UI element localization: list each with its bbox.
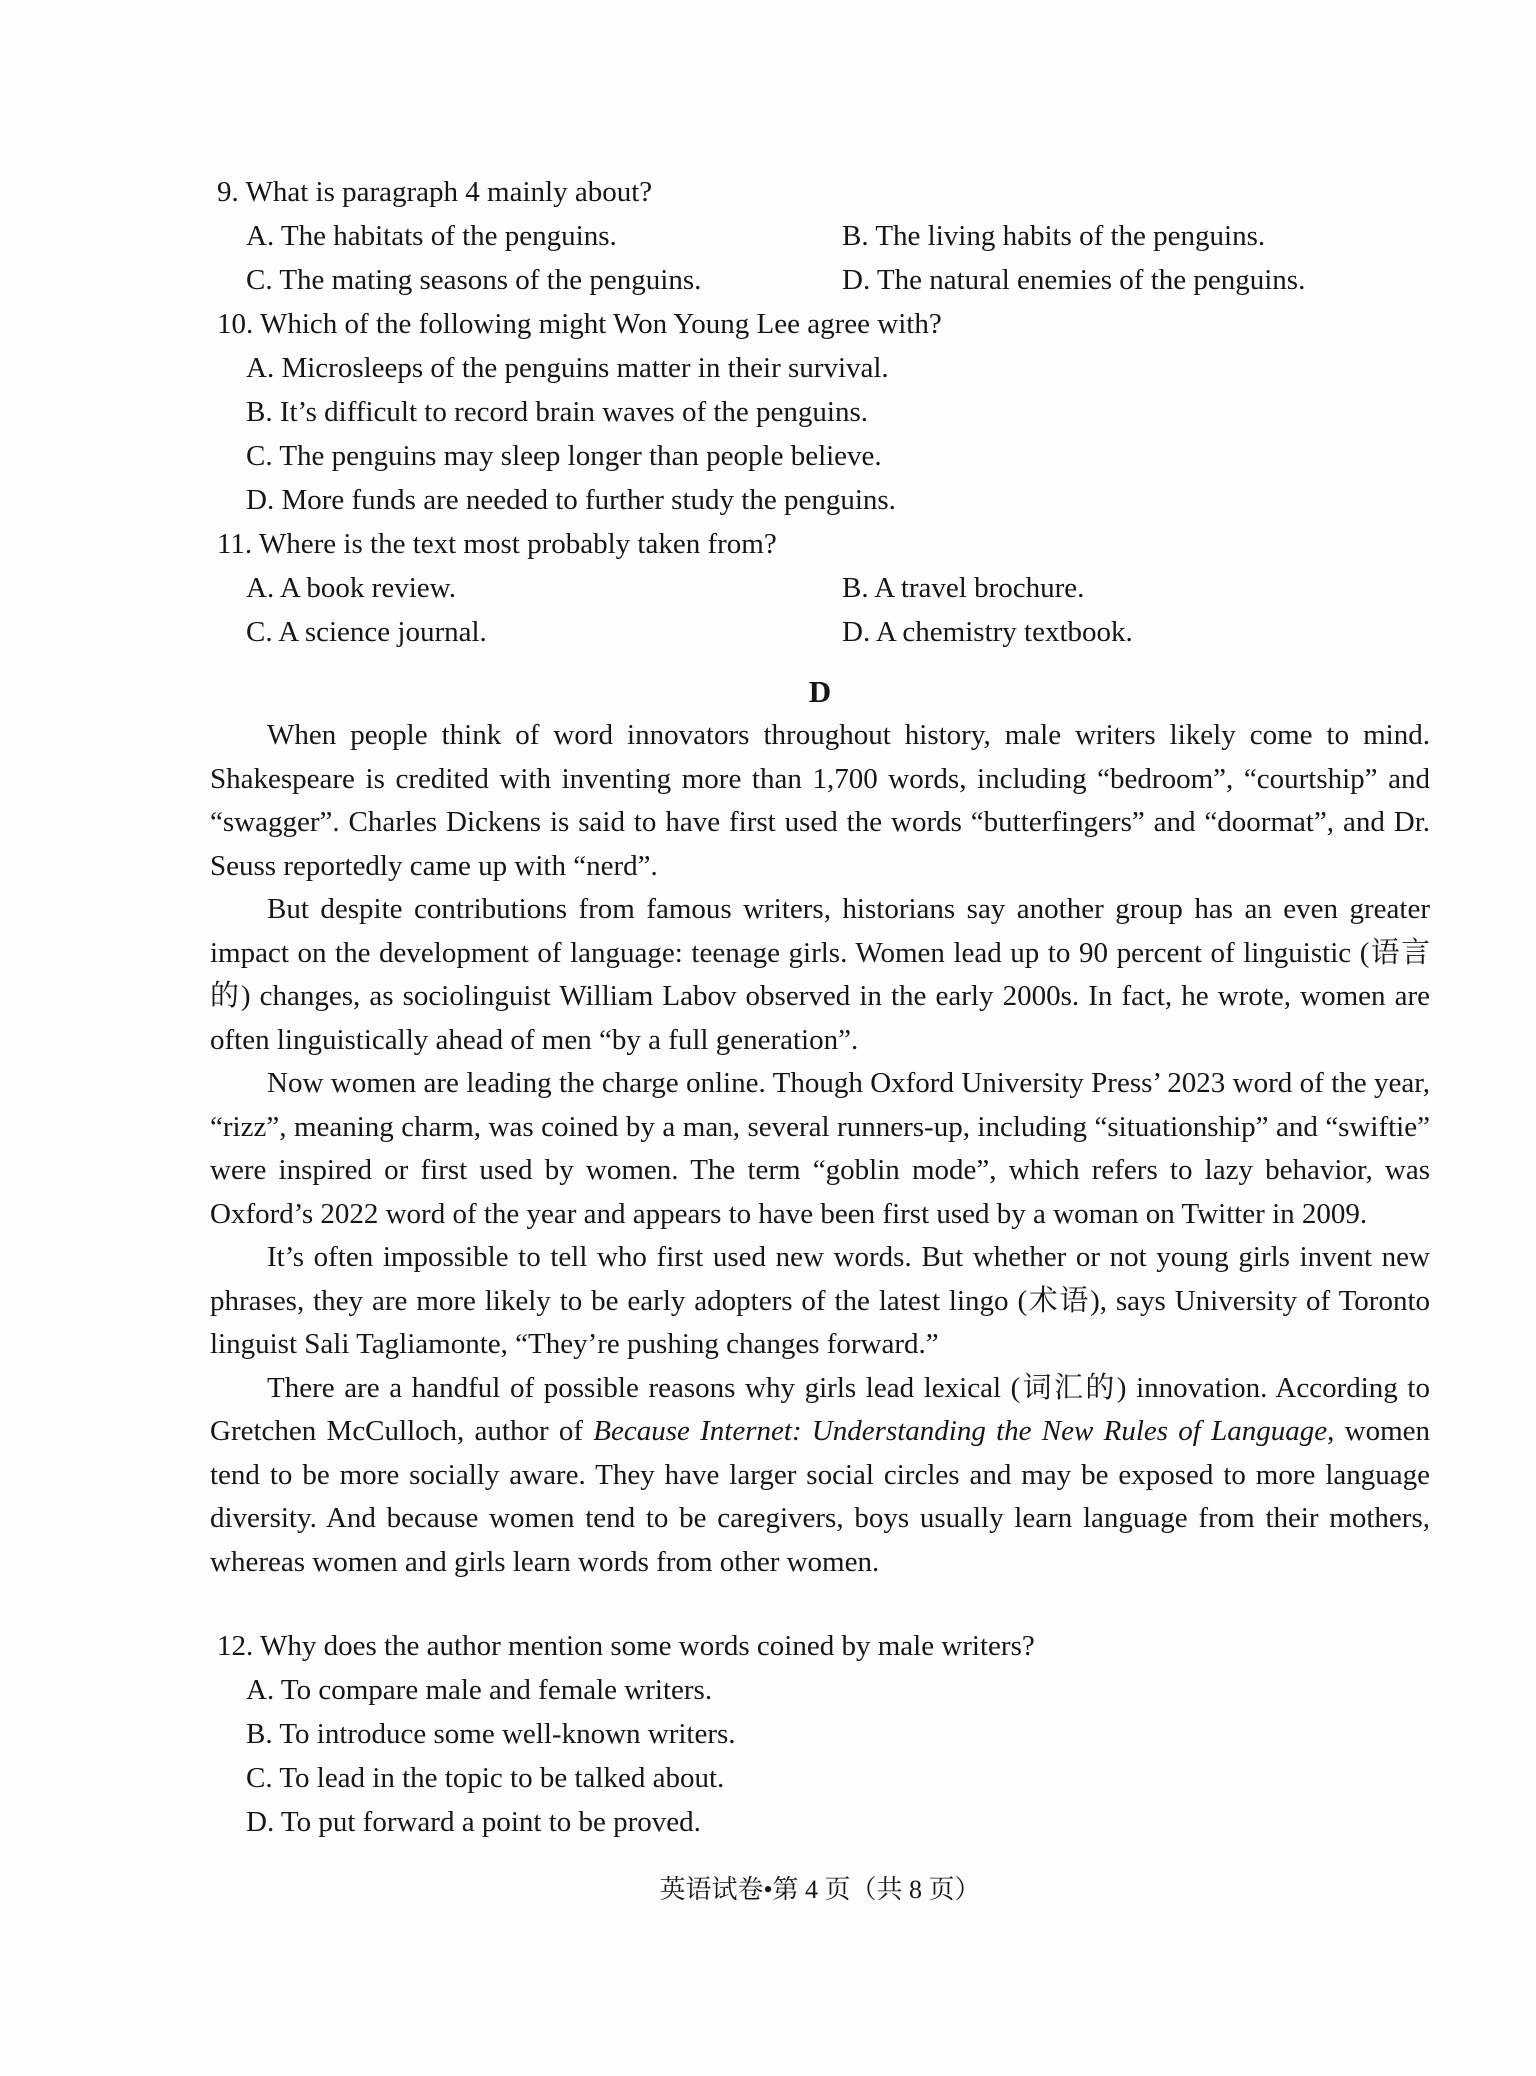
question-12 [210,1624,1430,1844]
question-10-option-d: D. More funds are needed to further study the penguins. [246,484,896,516]
page-footer: 英语试卷•第 4 页（共 8 页） [659,1875,981,1904]
question-11-option-a: A. A book review. [246,572,456,604]
passage-paragraph-1: When people think of word innovators throughout history, male writers likely come to mind. Shakespeare is credited with inventing more than 1,700 words, including “bedroom”, “courtship” and “swagger”. Charles Dickens is said to have first used the words “butterfingers” and “doormat”, and Dr. Seuss reportedly came up with “nerd”. [210,719,1430,882]
question-11-option-c: C. A science journal. [246,616,487,648]
question-9-options-row-2 [210,258,1430,302]
question-10-prompt: 10. Which of the following might Won Young Lee agree with? [217,308,942,340]
passage-paragraph-5-lead: There are a handful of possible reasons why girls lead lexical (词汇的) innovation. According to Gretchen McCulloch, author of [210,1371,1430,1447]
question-11-options-row-1 [210,566,1430,610]
passage-section-label: D [808,674,832,709]
question-12-option-b: B. To introduce some well-known writers. [246,1718,736,1750]
question-11-option-d: D. A chemistry textbook. [842,616,1133,648]
question-10-option-a: A. Microsleeps of the penguins matter in their survival. [246,352,889,384]
question-11-prompt: 11. Where is the text most probably taken from? [217,528,777,560]
passage-paragraph-5-tail: , women tend to be more socially aware. They have larger social circles and may be exposed to more language diversity. And because women tend to be caregivers, boys usually learn language from their mothers, whereas women and girls learn words from other women. [210,1415,1431,1578]
question-10-option-c: C. The penguins may sleep longer than people believe. [246,440,882,472]
question-12-option-c: C. To lead in the topic to be talked about. [246,1762,725,1794]
question-12-option-a: A. To compare male and female writers. [246,1674,713,1706]
question-9-option-a: A. The habitats of the penguins. [246,220,617,252]
question-11 [210,522,1430,654]
question-10-option-b: B. It’s difficult to record brain waves of the penguins. [246,396,869,428]
question-9-option-d: D. The natural enemies of the penguins. [842,264,1306,296]
question-9-option-c: C. The mating seasons of the penguins. [246,264,702,296]
question-9-prompt: 9. What is paragraph 4 mainly about? [217,176,653,208]
question-12-prompt: 12. Why does the author mention some words coined by male writers? [217,1630,1035,1662]
question-9-option-b: B. The living habits of the penguins. [842,220,1266,252]
question-12-option-d: D. To put forward a point to be proved. [246,1806,701,1838]
question-11-options-row-2 [210,610,1430,654]
passage-paragraph-3: Now women are leading the charge online. Though Oxford University Press’ 2023 word of the year, “rizz”, meaning charm, was coined by a man, several runners-up, including “situationship” and “swiftie” were inspired or first used by women. The term “goblin mode”, which refers to lazy behavior, was Oxford’s 2022 word of the year and appears to have been first used by a woman on Twitter in 2009. [210,1067,1430,1230]
question-11-option-b: B. A travel brochure. [842,572,1085,604]
passage-paragraph-2: But despite contributions from famous writers, historians say another group has an even greater impact on the development of language: teenage girls. Women lead up to 90 percent of linguistic (语言的) changes, as sociolinguist William Labov observed in the early 2000s. In fact, he wrote, women are often linguistically ahead of men “by a full generation”. [210,893,1430,1056]
question-10 [210,302,1430,522]
question-9-options-row-1 [210,214,1430,258]
book-title: Because Internet: Understanding the New Rules of Language [593,1415,1328,1447]
passage-paragraph-4: It’s often impossible to tell who first used new words. But whether or not young girls invent new phrases, they are more likely to be early adopters of the latest lingo (术语), says University of Toronto linguist Sali Tagliamonte, “They’re pushing changes forward.” [210,1241,1430,1360]
question-9 [210,170,1430,302]
passage-paragraph-5 [210,1367,1430,1585]
